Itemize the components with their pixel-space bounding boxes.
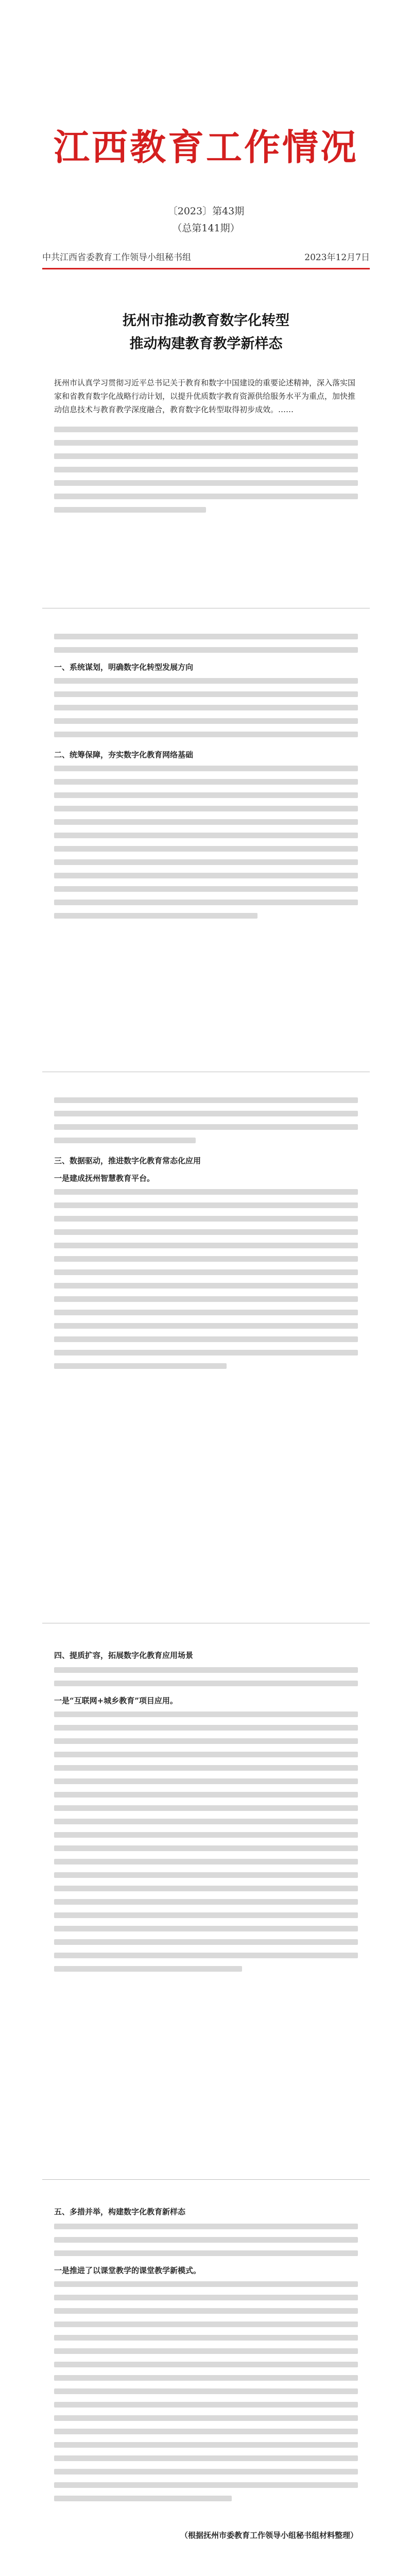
text-line	[54, 846, 358, 852]
text-line	[54, 2455, 358, 2461]
text-line	[54, 2295, 358, 2300]
section-1-heading: 一、系统谋划，明确数字化转型发展方向	[54, 663, 194, 672]
text-line	[54, 427, 358, 432]
text-line	[54, 2496, 232, 2501]
section-2-heading: 二、统筹保障，夯实数字化教育网络基础	[54, 750, 194, 759]
text-line	[54, 1939, 358, 1945]
text-line	[54, 647, 358, 653]
text-line	[54, 1216, 358, 1222]
text-line	[54, 453, 358, 459]
text-line	[54, 705, 358, 710]
article-title-line1: 抚州市推动教育数字化转型	[123, 313, 289, 329]
text-line	[54, 1845, 358, 1851]
text-line	[54, 1296, 358, 1302]
text-line	[54, 480, 358, 486]
text-line	[54, 833, 358, 838]
issuing-org: 中共江西省委教育工作领导小组秘书组	[42, 252, 191, 263]
text-line	[54, 1792, 358, 1798]
article-title-line2: 推动构建教育教学新样态	[129, 336, 283, 352]
text-line	[54, 1229, 358, 1235]
text-line	[54, 913, 258, 919]
section-3-heading: 三、数据驱动，推进数字化教育常态化应用	[54, 1156, 201, 1165]
text-line	[54, 779, 358, 785]
text-line	[54, 2402, 358, 2408]
text-line	[54, 1256, 358, 1262]
text-line	[54, 718, 358, 724]
text-line	[54, 1202, 358, 1208]
masthead-title: 江西教育工作情况	[54, 126, 358, 168]
text-line	[54, 1859, 358, 1865]
issue-date: 2023年12月7日	[304, 252, 370, 263]
text-line	[54, 1778, 358, 1784]
section-4-highlight: 一是“互联网+城乡教育”项目应用。	[54, 1696, 178, 1705]
intro-paragraph: 抚州市认真学习贯彻习近平总书记关于教育和数字中国建设的重要论述精神，深入落实国家和省教育数字化战略行动计划，以提升优质数字教育资源供给服务水平为重点，加快推动信息技术与教育教学深度融合，教育数字化转型取得初步成效。……	[54, 378, 356, 414]
text-line	[54, 2348, 358, 2354]
text-line	[54, 886, 358, 892]
section-4-heading: 四、提质扩容，拓展数字化教育应用场景	[54, 1651, 194, 1660]
text-line	[54, 1805, 358, 1811]
text-line	[54, 1738, 358, 1744]
text-line	[54, 819, 358, 825]
text-line	[54, 1667, 358, 1673]
text-line	[54, 1725, 358, 1731]
text-line	[54, 2308, 358, 2314]
text-line	[54, 2237, 358, 2243]
text-line	[54, 1752, 358, 1757]
text-line	[54, 2415, 358, 2421]
text-line	[54, 691, 358, 697]
text-line	[54, 1912, 358, 1918]
text-line	[54, 440, 358, 446]
text-line	[54, 2469, 358, 2475]
text-line	[54, 1189, 358, 1195]
text-line	[54, 1765, 358, 1771]
section-5-heading: 五、多措并举，构建数字化教育新样态	[54, 2207, 186, 2216]
text-line	[54, 2224, 358, 2229]
text-line	[54, 494, 358, 499]
text-line	[54, 1886, 358, 1891]
section-5-highlight: 一是推进了以课堂教学的课堂教学新模式。	[54, 2266, 201, 2275]
text-line	[54, 766, 358, 771]
text-line	[54, 1243, 358, 1248]
text-line	[54, 1819, 358, 1824]
text-line	[54, 1363, 227, 1369]
text-line	[54, 1872, 358, 1878]
text-line	[54, 2335, 358, 2341]
issue-number: 〔2023〕第43期	[167, 206, 245, 217]
text-line	[54, 732, 358, 737]
text-line	[54, 1124, 358, 1130]
text-line	[54, 806, 358, 811]
text-line	[54, 1953, 358, 1958]
text-line	[54, 2250, 358, 2256]
text-line	[54, 1711, 358, 1717]
text-line	[54, 2281, 358, 2287]
text-line	[54, 1350, 358, 1355]
text-line	[54, 1138, 196, 1143]
text-line	[54, 2442, 358, 2448]
text-line	[54, 1310, 358, 1315]
text-line	[54, 467, 358, 472]
text-line	[54, 900, 358, 905]
text-line	[54, 1111, 358, 1116]
text-line	[54, 1269, 358, 1275]
text-line	[54, 634, 358, 639]
section-3-highlight: 一是建成抚州智慧教育平台。	[54, 1174, 155, 1183]
text-line	[54, 1926, 358, 1931]
text-line	[54, 1323, 358, 1329]
page-break	[42, 2179, 370, 2180]
text-line	[54, 2388, 358, 2394]
text-line	[54, 792, 358, 798]
text-line	[54, 1832, 358, 1838]
red-divider	[42, 268, 370, 269]
text-line	[54, 2321, 358, 2327]
source-note: （根据抚州市委教育工作领导小组秘书组材料整理）	[180, 2531, 358, 2540]
text-line	[54, 2429, 358, 2434]
issue-total: （总第141期）	[172, 223, 240, 234]
text-line	[54, 1681, 358, 1686]
text-line	[54, 859, 358, 865]
text-line	[54, 1097, 358, 1103]
text-line	[54, 2362, 358, 2367]
text-line	[54, 678, 358, 684]
text-line	[54, 1899, 358, 1905]
text-line	[54, 1336, 358, 1342]
text-line	[54, 507, 206, 513]
text-line	[54, 1283, 358, 1289]
text-line	[54, 2375, 358, 2381]
text-line	[54, 2482, 358, 2488]
text-line	[54, 873, 358, 878]
text-line	[54, 1966, 242, 1972]
